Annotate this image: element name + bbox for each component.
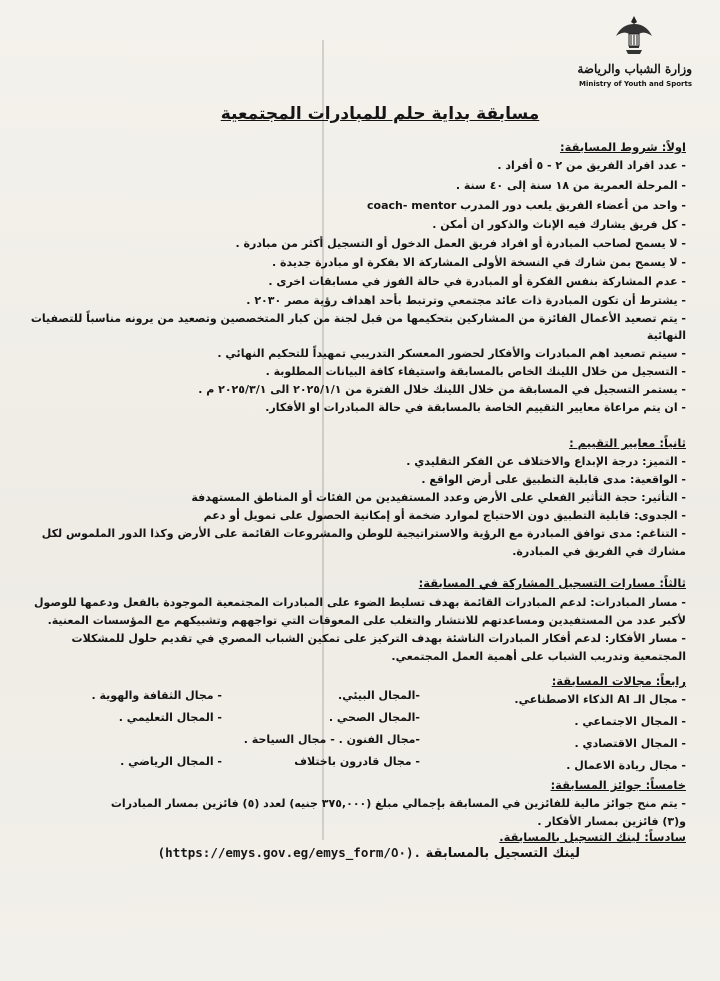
field-ai: - مجال الـ AI الذكاء الاصطناعي. [514, 693, 686, 706]
section5-item: - يتم منح جوائز مالية للفائزين في المسابقة بإجمالي مبلغ (٣٧٥,٠٠٠ جنيه) لعدد (٥) فائزين بمسار المبادرات [110, 797, 686, 810]
ministry-english-name: Ministry of Youth and Sports [579, 80, 692, 88]
field-social: - المجال الاجتماعي . [574, 715, 686, 728]
egypt-eagle-emblem-icon [614, 14, 654, 58]
section5-item: و(٣) فائزين بمسار الأفكار . [537, 815, 686, 828]
section3-heading: ثالثاً: مسارات التسجيل المشاركة في المسابقة: [418, 576, 686, 590]
section1-item: - المرحلة العمرية من ١٨ سنة إلى ٤٠ سنة . [455, 179, 686, 192]
section1-item [367, 198, 686, 213]
section1-item: - يشترط أن تكون المبادرة ذات عائد مجتمعي وترتبط بأحد اهداف رؤية مصر ٢٠٣٠ . [246, 294, 686, 307]
section1-item: - ان يتم مراعاة معايير التقييم الخاصة بالمسابقة في حالة المبادرات او الأفكار. [265, 401, 686, 414]
section2-item: - التميز: درجة الإبداع والاختلاف عن الفكر التقليدي . [406, 455, 686, 468]
coach-term: coach- mentor [367, 199, 457, 212]
section1-item: - يستمر التسجيل في المسابقة من خلال اللينك خلال الفترة من ٢٠٢٥/١/١ الى ٢٠٢٥/٣/١ م . [198, 383, 686, 396]
section2-item: مشارك في الفريق في المبادرة. [512, 545, 686, 558]
ministry-arabic-name: وزارة الشباب والرياضة [577, 62, 692, 76]
section5-heading: خامساً: جوائز المسابقة: [550, 778, 686, 792]
section3-item: المجتمعية وتدريب الشباب على أهمية العمل المجتمعي. [391, 650, 686, 663]
section3-item: - مسار الأفكار: لدعم أفكار المبادرات الناشئة بهدف التركيز على تمكين الشباب المصري في تقديم حلول للمشكلات [71, 632, 686, 645]
section2-item: - التأثير: حجة التأثير الفعلي على الأرض وعدد المستفيدين من الفئات أو المناطق المستهدفة [191, 491, 686, 504]
section1-item: - يتم تصعيد الأعمال الفائزة من المشاركين بتحكيمها من قبل لجنة من كبار المتخصصين وتصعيد من يرونه مناسباً للتصفيات [30, 312, 686, 325]
section2-item: - التناغم: مدى توافق المبادرة مع الرؤية والاستراتيجية للوطن والمشروعات القائمة على الأرض وكذا الدور الملموس لكل [41, 527, 686, 540]
field-capable-differently: - مجال قادرون باختلاف [294, 755, 420, 768]
section1-item: - عدم المشاركة بنفس الفكرة أو المبادرة في حالة الفوز في مسابقات اخرى . [268, 275, 686, 288]
registration-label: لينك التسجيل بالمسابقة [425, 846, 580, 861]
field-arts-tourism: -مجال الفنون . - مجال السياحة . [243, 733, 420, 746]
field-health: -المجال الصحي . [328, 711, 420, 724]
field-culture-identity: - مجال الثقافة والهوية . [91, 689, 222, 702]
section1-item: - عدد افراد الفريق من ٢ - ٥ أفراد . [497, 159, 686, 172]
section1-item: - التسجيل من خلال اللينك الخاص بالمسابقة واستيفاء كافة البيانات المطلوبة . [265, 365, 686, 378]
section4-heading: رابعاً: مجالات المسابقة: [551, 674, 686, 688]
field-education: - المجال التعليمي . [118, 711, 222, 724]
section3-item: لأكبر عدد من المستفيدين ومساعدتهم للانتشار والتغلب على المعوقات التي تواجههم وتشبيكهم مع المؤسسات المعنية. [47, 614, 686, 627]
document-title: مسابقة بداية حلم للمبادرات المجتمعية [220, 104, 540, 124]
field-sports: - المجال الرياضي . [120, 755, 222, 768]
section2-item: - الجدوى: قابلية التطبيق دون الاحتياج لموارد ضخمة أو إمكانية الحصول على تمويل أو دعم [203, 509, 686, 522]
section1-item: النهائية [646, 329, 686, 342]
registration-link-line [158, 845, 580, 861]
section1-item-text: - واحد من أعضاء الفريق يلعب دور المدرب [460, 199, 686, 212]
section1-item: - لا يسمح لصاحب المبادرة أو افراد فريق العمل الدخول أو التسجيل أكثر من مبادرة . [235, 237, 686, 250]
field-economic: - المجال الاقتصادي . [574, 737, 686, 750]
section2-heading: ثانياً: معايير التقييم : [569, 436, 686, 450]
field-entrepreneurship: - مجال ريادة الاعمال . [566, 759, 686, 772]
section1-item: - لا يسمح بمن شارك في النسخة الأولى المشاركة الا بفكرة او مبادرة جديدة . [271, 256, 686, 269]
field-environment: -المجال البيئي. [338, 689, 420, 702]
ministry-logo [532, 14, 692, 94]
section6-heading: سادساً: لينك التسجيل بالمسابقة. [499, 830, 686, 844]
section1-item: - كل فريق يشارك فيه الإناث والذكور ان أمكن . [432, 218, 686, 231]
section1-item: - سيتم تصعيد اهم المبادرات والأفكار لحضور المعسكر التدريبي تمهيداً للتحكيم النهائي . [217, 347, 686, 360]
paper-fold-line [322, 40, 324, 840]
section3-item: - مسار المبادرات: لدعم المبادرات القائمة بهدف تسليط الضوء على المبادرات المجتمعية الموجودة بالفعل ودعمها للوصول [34, 596, 686, 609]
section1-heading: اولاً: شروط المسابقة: [560, 140, 686, 154]
section2-item: - الواقعية: مدى قابلية التطبيق على أرض الواقع . [421, 473, 686, 486]
registration-link[interactable]: (https://emys.gov.eg/emys_form/٥٠). [157, 845, 422, 860]
